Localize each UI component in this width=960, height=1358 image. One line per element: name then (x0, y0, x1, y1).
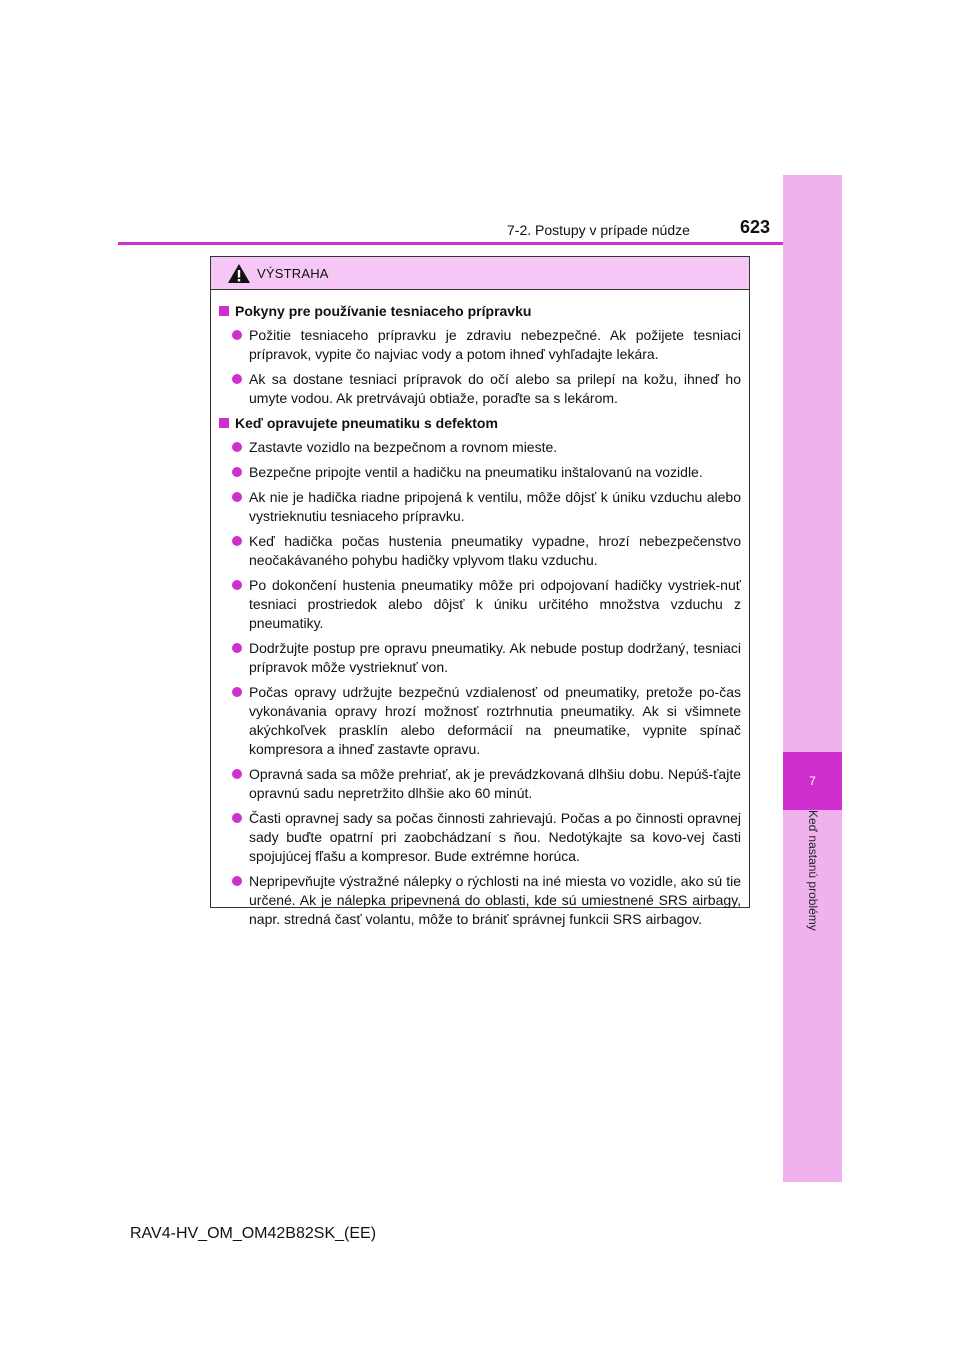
warning-header (211, 257, 749, 290)
circle-bullet-icon (232, 536, 242, 546)
section-heading-text: Keď opravujete pneumatiku s defektom (235, 415, 498, 431)
list-item (232, 326, 741, 364)
circle-bullet-icon (232, 467, 242, 477)
list-item (232, 488, 741, 526)
header-section-title: 7-2. Postupy v prípade núdze (507, 222, 690, 238)
list-item (232, 370, 741, 408)
list-item (232, 683, 741, 759)
circle-bullet-icon (232, 580, 242, 590)
list-item-text: Počas opravy udržujte bezpečnú vzdialenosť od pneumatiky, pretože po-čas vykonávania opravy hrozí možnosť roztrhnutia pneumatiky. Ak si všimnete akýchkoľvek prasklín alebo deformácií na pneumatike, vypnite spínač kompresora a ihneď zastavte opravu. (249, 684, 741, 757)
list-item-text: Opravná sada sa môže prehriať, ak je prevádzkovaná dlhšiu dobu. Nepúš-ťajte opravnú sadu nepretržito dlhšie ako 60 minút. (249, 766, 741, 801)
section-heading (219, 302, 741, 321)
warning-triangle-icon (227, 263, 251, 284)
square-bullet-icon (219, 418, 229, 428)
circle-bullet-icon (232, 374, 242, 384)
circle-bullet-icon (232, 492, 242, 502)
list-item-text: Časti opravnej sady sa počas činnosti zahrievajú. Počas a po činnosti opravnej sady buďte opatrní pri zaobchádzaní s ňou. Nedotýkajte sa kovo-vej časti spojujúcej fľašu a kompresor. Bude extrémne horúca. (249, 810, 741, 864)
list-item-text: Zastavte vozidlo na bezpečnom a rovnom mieste. (249, 439, 558, 455)
warning-box (210, 256, 750, 927)
list-item (232, 463, 741, 482)
list-item-text: Keď hadička počas hustenia pneumatiky vypadne, hrozí nebezpečenstvo neočakávaného pohybu hadičky vplyvom tlaku vzduchu. (249, 533, 741, 568)
warning-title: VÝSTRAHA (257, 265, 329, 281)
list-item-text: Po dokončení hustenia pneumatiky môže pri odpojovaní hadičky vystriek-nuť tesniaci prostriedok alebo dôjsť k úniku určitého množstva vzduchu z pneumatiky. (249, 577, 741, 631)
chapter-title: Keď nastanú problémy (805, 810, 820, 931)
list-item (232, 438, 741, 457)
header-rule (118, 242, 783, 245)
circle-bullet-icon (232, 442, 242, 452)
document-code: RAV4-HV_OM_OM42B82SK_(EE) (130, 1225, 377, 1242)
page-number: 623 (740, 217, 771, 237)
section-heading-text: Pokyny pre používanie tesniaceho prípravku (235, 303, 532, 319)
chapter-title-tab (783, 810, 842, 970)
list-item (232, 765, 741, 803)
chapter-number: 7 (809, 774, 816, 788)
list-item-text: Bezpečne pripojte ventil a hadičku na pneumatiku inštalovanú na vozidle. (249, 464, 703, 480)
list-item-text: Dodržujte postup pre opravu pneumatiky. Ak nebude postup dodržaný, tesniaci prípravok môže vystrieknuť von. (249, 640, 741, 675)
list-item-text: Ak sa dostane tesniaci prípravok do očí alebo sa prilepí na kožu, ihneď ho umyte vodou. Ak pretrvávajú obtiaže, poraďte sa s lekárom. (249, 371, 741, 406)
list-item (232, 639, 741, 677)
list-item (232, 872, 741, 929)
circle-bullet-icon (232, 643, 242, 653)
list-item (232, 532, 741, 570)
chapter-number-tab (783, 752, 842, 810)
section-heading (219, 414, 741, 433)
list-item-text: Ak nie je hadička riadne pripojená k ventilu, môže dôjsť k úniku vzduchu alebo vystrieknutiu tesniaceho prípravku. (249, 489, 741, 524)
warning-body (211, 290, 749, 929)
square-bullet-icon (219, 306, 229, 316)
circle-bullet-icon (232, 687, 242, 697)
side-tab-upper (783, 175, 842, 752)
list-item-text: Nepripevňujte výstražné nálepky o rýchlosti na iné miesta vo vozidle, ako sú tie určené. Ak je nálepka pripevnená do oblasti, kde sú umiestnené SRS airbagy, napr. stredná časť volantu, môže to brániť správnej funkcii SRS airbagov. (249, 873, 741, 927)
circle-bullet-icon (232, 330, 242, 340)
list-item (232, 809, 741, 866)
circle-bullet-icon (232, 876, 242, 886)
circle-bullet-icon (232, 769, 242, 779)
circle-bullet-icon (232, 813, 242, 823)
list-item (232, 576, 741, 633)
list-item-text: Požitie tesniaceho prípravku je zdraviu nebezpečné. Ak požijete tesniaci prípravok, vypite čo najviac vody a potom ihneď vyhľadajte lekára. (249, 327, 741, 362)
